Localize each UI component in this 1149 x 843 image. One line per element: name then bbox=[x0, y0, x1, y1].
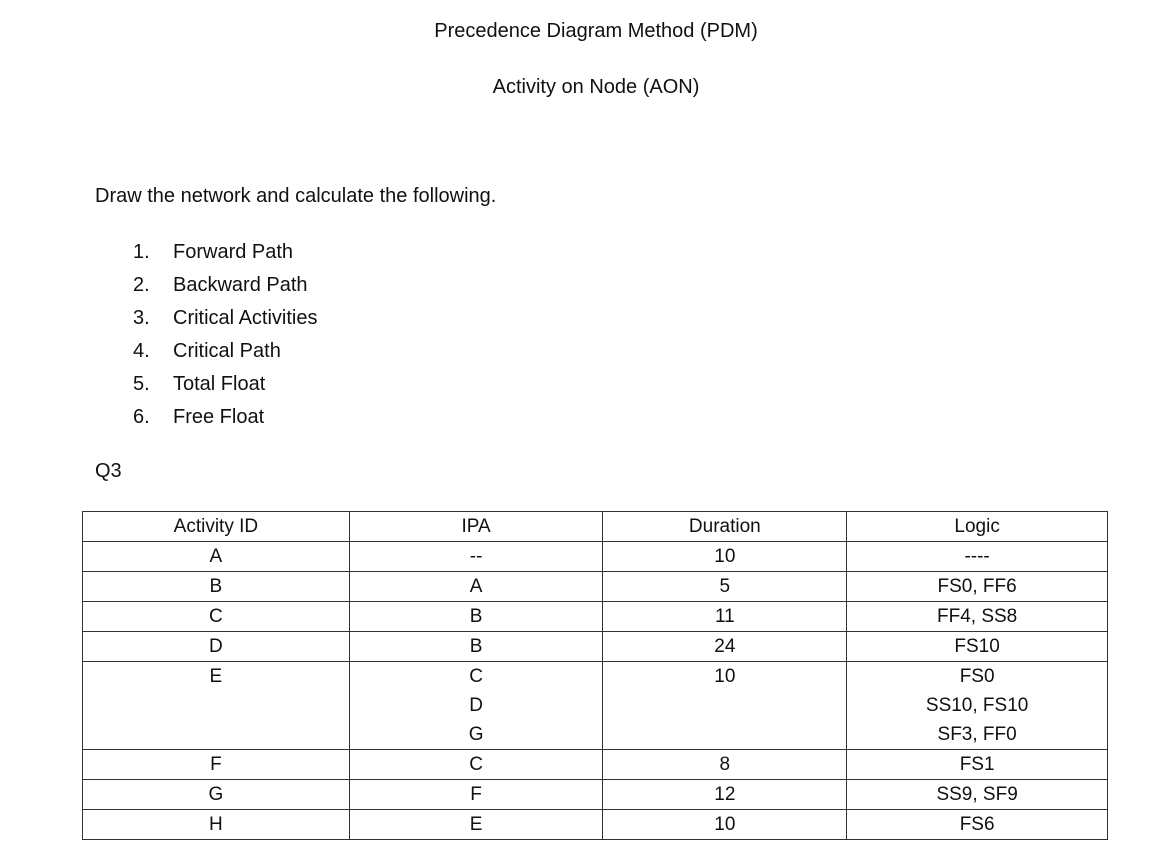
list-item bbox=[133, 306, 317, 339]
cell-duration: 12 bbox=[603, 780, 847, 810]
activity-table bbox=[82, 511, 1108, 840]
cell-logic: FS10 bbox=[847, 632, 1108, 662]
table-row bbox=[83, 780, 1108, 810]
cell-logic-line: FS0 bbox=[959, 666, 995, 687]
cell-logic: ---- bbox=[847, 542, 1108, 572]
list-item-number: 5. bbox=[133, 373, 150, 395]
table-row bbox=[83, 572, 1108, 602]
table-row bbox=[83, 542, 1108, 572]
cell-duration: 11 bbox=[603, 602, 847, 632]
cell-duration: 10 bbox=[603, 810, 847, 840]
cell-logic-line: SS10, FS10 bbox=[925, 695, 1029, 716]
list-item-label: Total Float bbox=[173, 373, 266, 395]
cell-activity-id: D bbox=[83, 632, 350, 662]
cell-activity-id: A bbox=[83, 542, 350, 572]
cell-logic: FS0, FF6 bbox=[847, 572, 1108, 602]
cell-ipa: A bbox=[349, 572, 603, 602]
page-subtitle: Activity on Node (AON) bbox=[492, 76, 700, 98]
table-row bbox=[83, 810, 1108, 840]
list-item-label: Critical Path bbox=[173, 340, 281, 362]
list-item-number: 1. bbox=[133, 241, 150, 263]
cell-ipa: -- bbox=[349, 542, 603, 572]
table-row bbox=[83, 632, 1108, 662]
cell-ipa-line: D bbox=[469, 695, 483, 716]
cell-duration: 10 bbox=[603, 662, 847, 750]
column-header-ipa: IPA bbox=[349, 512, 603, 542]
table-header-row bbox=[83, 512, 1108, 542]
table-row bbox=[83, 662, 1108, 750]
list-item-number: 2. bbox=[133, 274, 150, 296]
cell-duration: 8 bbox=[603, 750, 847, 780]
cell-activity-id: E bbox=[83, 662, 350, 750]
question-label: Q3 bbox=[95, 460, 122, 482]
cell-duration: 24 bbox=[603, 632, 847, 662]
list-item-label: Forward Path bbox=[173, 241, 294, 263]
instruction-text: Draw the network and calculate the following. bbox=[95, 185, 497, 207]
table-row bbox=[83, 602, 1108, 632]
cell-ipa: E bbox=[349, 810, 603, 840]
task-list bbox=[133, 240, 317, 438]
list-item-label: Critical Activities bbox=[173, 307, 318, 329]
cell-duration: 5 bbox=[603, 572, 847, 602]
cell-activity-id: H bbox=[83, 810, 350, 840]
cell-logic: FS1 bbox=[847, 750, 1108, 780]
cell-activity-id: G bbox=[83, 780, 350, 810]
table-row bbox=[83, 750, 1108, 780]
page-title: Precedence Diagram Method (PDM) bbox=[434, 20, 758, 42]
cell-ipa bbox=[349, 662, 603, 750]
list-item-number: 6. bbox=[133, 406, 150, 428]
cell-ipa: B bbox=[349, 632, 603, 662]
cell-activity-id: C bbox=[83, 602, 350, 632]
cell-ipa: C bbox=[349, 750, 603, 780]
column-header-duration: Duration bbox=[603, 512, 847, 542]
list-item bbox=[133, 240, 317, 273]
cell-activity-id: B bbox=[83, 572, 350, 602]
list-item bbox=[133, 273, 317, 306]
cell-activity-id: F bbox=[83, 750, 350, 780]
list-item-number: 3. bbox=[133, 307, 150, 329]
cell-ipa-line: C bbox=[469, 666, 483, 687]
list-item bbox=[133, 405, 317, 438]
list-item bbox=[133, 372, 317, 405]
cell-ipa-line: G bbox=[468, 724, 484, 745]
list-item-label: Free Float bbox=[173, 406, 265, 428]
list-item-number: 4. bbox=[133, 340, 150, 362]
list-item bbox=[133, 339, 317, 372]
cell-logic: FS6 bbox=[847, 810, 1108, 840]
column-header-logic: Logic bbox=[847, 512, 1108, 542]
cell-ipa: B bbox=[349, 602, 603, 632]
cell-logic bbox=[847, 662, 1108, 750]
cell-duration: 10 bbox=[603, 542, 847, 572]
cell-logic-line: SF3, FF0 bbox=[937, 724, 1017, 745]
cell-logic: SS9, SF9 bbox=[847, 780, 1108, 810]
list-item-label: Backward Path bbox=[173, 274, 308, 296]
column-header-activity-id: Activity ID bbox=[83, 512, 350, 542]
cell-ipa: F bbox=[349, 780, 603, 810]
cell-logic: FF4, SS8 bbox=[847, 602, 1108, 632]
